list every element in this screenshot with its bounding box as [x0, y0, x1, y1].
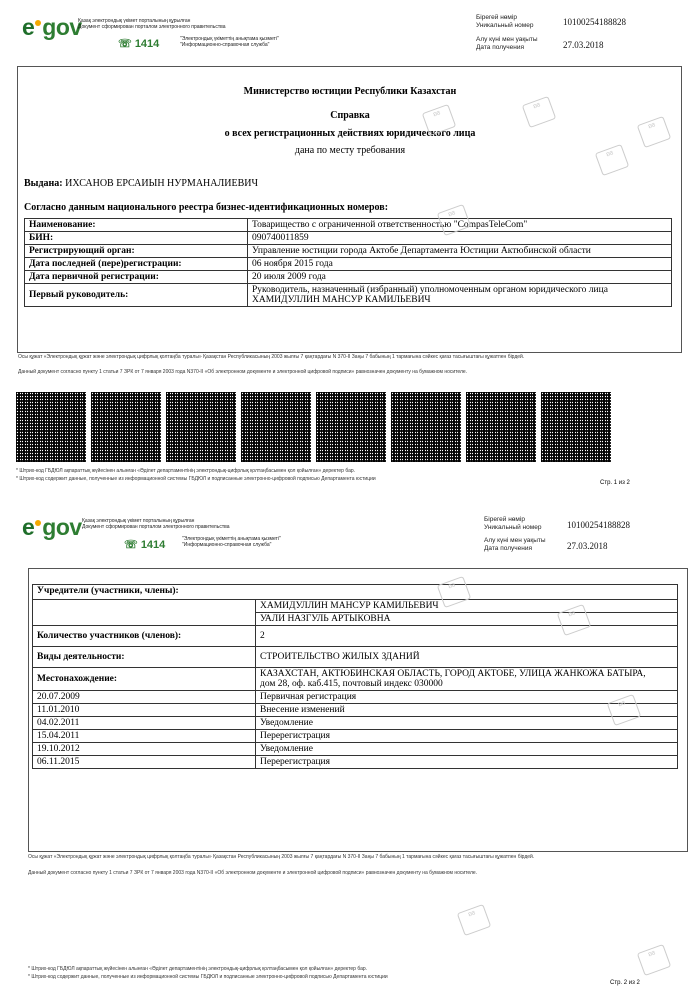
date-label: Алу күні мен уақыты Дата получения	[476, 36, 538, 51]
watermark-icon: ʚɞ	[457, 904, 492, 936]
barcode-block-8	[541, 392, 611, 462]
table-row: ХАМИДУЛЛИН МАНСУР КАМИЛЬЕВИЧ	[33, 600, 678, 613]
table-row: УАЛИ НАЗГУЛЬ АРТЫКОВНА	[33, 613, 678, 626]
table-row: 04.02.2011 Уведомление	[33, 717, 678, 730]
date-label: Алу күні мен уақыты Дата получения	[484, 537, 546, 552]
service-note: "Электрондық үкіметтің анықтама қызметі" "Информационно-справочная служба"	[182, 536, 281, 548]
barcode-block-3	[166, 392, 236, 462]
table-row: Наименование: Товарищество с ограниченной ответственностью "CompasTeleCom"	[25, 219, 672, 232]
issued-to: Выдана: ИХСАНОВ ЕРСАИЫН НУРМАНАЛИЕВИЧ	[24, 178, 258, 189]
page-number: Стр. 1 из 2	[600, 480, 630, 486]
table-row: Регистрирующий орган: Управление юстиции города Актобе Департамента Юстиции Актюбинской области	[25, 245, 672, 258]
ministry-title: Министерство юстиции Республики Казахстан	[243, 86, 457, 97]
egov-logo: e gov	[22, 14, 82, 40]
barcode-note-ru: * Штрих-код содержит данные, полученные из информационной системы ГБДЮЛ и подписанные электронно-цифровой подписью Департамента юстиции	[28, 974, 388, 980]
unique-number-label: Бірегей нөмір Уникальный номер	[476, 14, 534, 29]
table-row: 06.11.2015 Перерегистрация	[33, 756, 678, 769]
watermark-icon: ʚɞ	[437, 576, 472, 608]
barcode-note-kz: * Штрих-код ГБДЮЛ ақпараттық жүйесінен алынған «Әділет департаментінің электрондық-цифрлық қолтаңбасымен қол қойылған» деректер бар.	[16, 468, 356, 474]
doc-subtitle: о всех регистрационных действиях юридического лица	[224, 128, 476, 139]
company-info-table	[24, 218, 672, 307]
service-note: "Электрондық үкіметтің анықтама қызметі" "Информационно-справочная служба"	[180, 36, 279, 48]
support-phone: ☏ 1414	[118, 38, 160, 50]
table-row: Дата первичной регистрации: 20 июля 2009 года	[25, 271, 672, 284]
logo-dot-icon	[35, 520, 41, 526]
table-row: 19.10.2012 Уведомление	[33, 743, 678, 756]
watermark-icon: ʚɞ	[422, 104, 457, 136]
watermark-icon: ʚɞ	[437, 204, 472, 236]
doc-title: Справка	[330, 110, 370, 121]
watermark-icon: ʚɞ	[637, 944, 672, 976]
watermark-icon: ʚɞ	[637, 116, 672, 148]
watermark-icon: ʚɞ	[557, 604, 592, 636]
watermark-icon: ʚɞ	[595, 144, 630, 176]
page-number: Стр. 2 из 2	[610, 980, 640, 986]
egov-logo: e gov	[22, 514, 82, 540]
table-row: Дата последней (пере)регистрации: 06 ноября 2015 года	[25, 258, 672, 271]
legal-note-kz: Осы құжат «Электрондық құжат және электрондық цифрлық қолтаңба туралы» Қазақстан Республикасының 2003 жылғы 7 қаңтардағы N 370-II Заңы 7 бабының 1 тармағына сәйкес қағаз тасығыштағы құжатпен бірдей.	[18, 354, 525, 360]
support-phone: ☏ 1414	[124, 539, 166, 551]
receive-date: 27.03.2018	[567, 541, 608, 551]
logo-dot-icon	[35, 20, 41, 26]
barcode-block-7	[466, 392, 536, 462]
legal-note-ru: Данный документ согласно пункту 1 статьи 7 ЗРК от 7 января 2003 года N370-II «Об электронном документе и электронной цифровой подписи» равнозначен документу на бумажном носителе.	[18, 369, 468, 375]
table-row: Первый руководитель: Руководитель, назначенный (избранный) уполномоченным органом юридического лица ХАМИДУЛЛИН МАНСУР КАМИЛЬЕВИЧ	[25, 284, 672, 307]
barcode-note-ru: * Штрих-код содержит данные, полученные из информационной системы ГБДЮЛ и подписанные электронно-цифровой подписью Департамента юстиции	[16, 476, 376, 482]
table-row: Количество участников (членов): 2	[33, 626, 678, 647]
portal-note: Қазақ электрондық үкімет порталының құрылған Документ сформирован порталом электронного правительства	[82, 518, 230, 530]
registry-note: Согласно данным национального реестра бизнес-идентификационных номеров:	[24, 202, 389, 213]
table-row: Местонахождение: КАЗАХСТАН, АКТЮБИНСКАЯ ОБЛАСТЬ, ГОРОД АКТОБЕ, УЛИЦА ЖАНКОЖА БАТЫРА, дом 28, оф. каб.415, почтовый индекс 030000	[33, 668, 678, 691]
barcode-block-1	[16, 392, 86, 462]
watermark-icon: ʚɞ	[522, 96, 557, 128]
unique-number: 10100254188828	[567, 520, 630, 530]
doc-place: дана по месту требования	[294, 145, 406, 156]
barcode-block-6	[391, 392, 461, 462]
watermark-icon: ʚɞ	[607, 694, 642, 726]
portal-note: Қазақ электрондық үкімет порталының құрылған Документ сформирован порталом электронного правительства	[78, 18, 226, 30]
table-row: БИН: 090740011859	[25, 232, 672, 245]
barcode-block-4	[241, 392, 311, 462]
unique-number: 10100254188828	[563, 17, 626, 27]
legal-note-ru: Данный документ согласно пункту 1 статьи 7 ЗРК от 7 января 2003 года N370-II «Об электронном документе и электронной цифровой подписи» равнозначен документу на бумажном носителе.	[28, 870, 478, 876]
barcode-block-2	[91, 392, 161, 462]
document-page-2	[0, 508, 700, 1000]
barcode-block-5	[316, 392, 386, 462]
barcode-note-kz: * Штрих-код ГБДЮЛ ақпараттық жүйесінен алынған «Әділет департаментінің электрондық-цифрлық қолтаңбасымен қол қойылған» деректер бар.	[28, 966, 368, 972]
table-row: Учредители (участники, члены):	[33, 585, 678, 600]
table-row: 15.04.2011 Перерегистрация	[33, 730, 678, 743]
receive-date: 27.03.2018	[563, 40, 604, 50]
legal-note-kz: Осы құжат «Электрондық құжат және электрондық цифрлық қолтаңба туралы» Қазақстан Республикасының 2003 жылғы 7 қаңтардағы N 370-II Заңы 7 бабының 1 тармағына сәйкес қағаз тасығыштағы құжатпен бірдей.	[28, 854, 535, 860]
table-row: 11.01.2010 Внесение изменений	[33, 704, 678, 717]
table-row: 20.07.2009 Первичная регистрация	[33, 691, 678, 704]
unique-number-label: Бірегей нөмір Уникальный номер	[484, 516, 542, 531]
table-row: Виды деятельности: СТРОИТЕЛЬСТВО ЖИЛЫХ ЗДАНИЙ	[33, 647, 678, 668]
